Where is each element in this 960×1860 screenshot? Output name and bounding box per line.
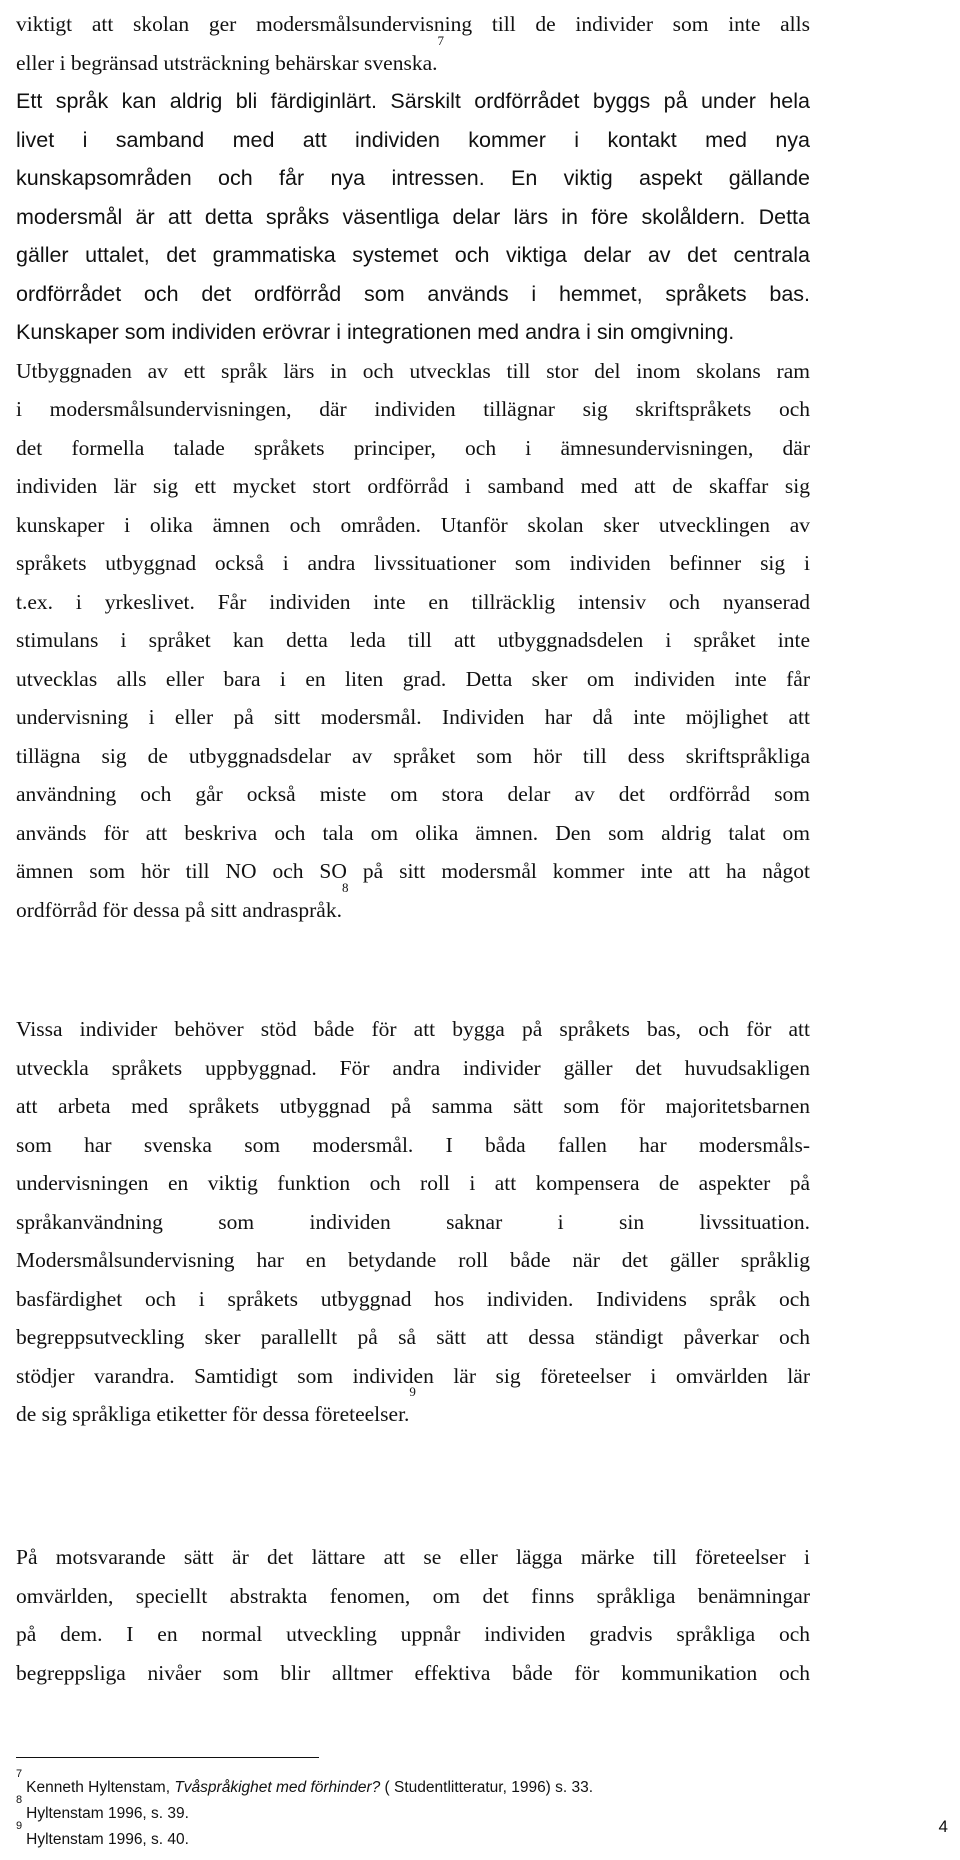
line-text: undervisning i eller på sitt modersmål. Individen har då inte möjlighet att — [16, 705, 810, 729]
line-text: användning och går också miste om stora delar av det ordförråd som — [16, 782, 810, 806]
text-line — [16, 467, 810, 506]
line-text: Modersmålsundervisning har en betydande roll både när det gäller språklig — [16, 1248, 810, 1272]
line-text: omvärlden, speciellt abstrakta fenomen, om det finns språkliga benämningar — [16, 1583, 810, 1608]
footnote-book-title: Tvåspråkighet med förhinder? — [174, 1779, 381, 1796]
text-line — [16, 852, 810, 891]
line-text: stimulans i språket kan detta leda till att utbyggnadsdelen i språket inte — [16, 628, 810, 652]
text-line — [16, 390, 810, 429]
text-line — [16, 1010, 810, 1049]
text-line — [16, 1384, 810, 1434]
line-text: Vissa individer behöver stöd både för att bygga på språkets bas, och för att — [16, 1017, 810, 1041]
line-text: Utbyggnaden av ett språk lärs in och utvecklas till stor del inom skolans ram — [16, 358, 810, 383]
text-line — [16, 275, 810, 314]
footnote-text: Hyltenstam 1996, s. 40. — [26, 1831, 189, 1848]
footnote-8 — [16, 1794, 776, 1827]
text-line — [16, 698, 810, 737]
footnote-number: 9 — [16, 1820, 23, 1832]
footnote-number: 7 — [16, 1768, 23, 1780]
text-line — [16, 313, 810, 352]
line-text: Ett språk kan aldrig bli färdiginlärt. Särskilt ordförrådet byggs på under hela — [16, 89, 810, 113]
line-text: På motsvarande sätt är det lättare att se eller lägga märke till företeelser i — [16, 1545, 810, 1569]
line-text: modersmål är att detta språks väsentliga delar lärs in före skolåldern. Detta — [16, 204, 810, 229]
line-text: livet i samband med att individen kommer i kontakt med nya — [16, 127, 810, 152]
line-text: det formella talade språkets principer, och i ämnesundervisningen, där — [16, 435, 810, 460]
line-text: begreppsutveckling sker parallellt på så sätt att dessa ständigt påverkar och — [16, 1325, 810, 1349]
line-text: som har svenska som modersmål. I båda fallen har modersmåls- — [16, 1132, 810, 1157]
text-line — [16, 1126, 810, 1165]
text-line — [16, 1280, 810, 1319]
footnote-text: Kenneth Hyltenstam, — [26, 1779, 175, 1796]
line-text: ordförrådet och det ordförråd som används i hemmet, språkets bas. — [16, 281, 810, 306]
footnote-reference[interactable]: 8 — [341, 879, 349, 895]
text-line — [16, 429, 810, 468]
paragraph-intro — [16, 5, 810, 82]
text-line — [16, 583, 810, 622]
footnote-text-after: ( Studentlitteratur, 1996) s. 33. — [380, 1779, 594, 1796]
text-line — [16, 506, 810, 545]
line-text: eller i begränsad utsträckning behärskar svenska. — [16, 50, 438, 75]
line-text: gäller uttalet, det grammatiska systemet och viktiga delar av det centrala — [16, 243, 810, 267]
text-line — [16, 1615, 810, 1654]
line-text: kunskapsområden och får nya intressen. En viktig aspekt gällande — [16, 166, 810, 190]
line-text: ordförråd för dessa på sitt andraspråk. — [16, 897, 342, 922]
line-text: utveckla språkets uppbyggnad. För andra individer gäller det huvudsakligen — [16, 1055, 810, 1080]
line-text: Kunskaper som individen erövrar i integrationen med andra i sin omgivning. — [16, 320, 735, 344]
line-text: ämnen som hör till NO och SO på sitt modersmål kommer inte att ha något — [16, 859, 810, 883]
line-text: språkanvändning som individen saknar i sin livssituation. — [16, 1209, 810, 1234]
footnote-9 — [16, 1820, 776, 1853]
paragraph-3 — [16, 1010, 810, 1434]
line-text: t.ex. i yrkeslivet. Får individen inte en tillräcklig intensiv och nyanserad — [16, 589, 810, 614]
line-text: basfärdighet och i språkets utbyggnad hos individen. Individens språk och — [16, 1286, 810, 1311]
line-text: de sig språkliga etiketter för dessa företeelser. — [16, 1402, 410, 1426]
text-line — [16, 82, 810, 121]
page-number: 4 — [938, 1817, 948, 1836]
line-text: kunskaper i olika ämnen och områden. Utanför skolan sker utvecklingen av — [16, 512, 810, 537]
text-line — [16, 621, 810, 660]
line-text: på dem. I en normal utveckling uppnår individen gradvis språkliga och — [16, 1622, 810, 1646]
line-text: används för att beskriva och tala om olika ämnen. Den som aldrig talat om — [16, 820, 810, 845]
line-text: utvecklas alls eller bara i en liten grad. Detta sker om individen inte får — [16, 666, 810, 691]
text-line — [16, 1049, 810, 1088]
footnote-reference[interactable]: 7 — [437, 32, 444, 48]
text-line — [16, 814, 810, 853]
text-line — [16, 879, 810, 930]
text-line — [16, 352, 810, 391]
line-text: att arbeta med språkets utbyggnad på samma sätt som för majoritetsbarnen — [16, 1094, 810, 1118]
text-line — [16, 1538, 810, 1577]
line-text: individen lär sig ett mycket stort ordförråd i samband med att de skaffar sig — [16, 474, 810, 498]
line-text: stödjer varandra. Samtidigt som individen lär sig företeelser i omvärlden lär — [16, 1363, 810, 1388]
paragraph-4 — [16, 1538, 810, 1692]
text-line — [16, 236, 810, 275]
text-line — [16, 198, 810, 237]
footnotes — [16, 1768, 776, 1853]
paragraph-2 — [16, 82, 810, 929]
text-line — [16, 1654, 810, 1693]
text-line — [16, 1577, 810, 1616]
footnote-separator — [16, 1757, 319, 1758]
text-line — [16, 737, 810, 776]
footnote-text: Hyltenstam 1996, s. 39. — [26, 1805, 189, 1822]
line-text: viktigt att skolan ger modersmålsundervisning till de individer som inte alls — [16, 12, 810, 36]
text-line — [16, 1241, 810, 1280]
footnote-7 — [16, 1768, 776, 1801]
text-line — [16, 660, 810, 699]
line-text: tillägna sig de utbyggnadsdelar av språket som hör till dess skriftspråkliga — [16, 743, 810, 768]
text-line — [16, 32, 810, 83]
text-line — [16, 1164, 810, 1203]
line-text: i modersmålsundervisningen, där individen tillägnar sig skriftspråkets och — [16, 397, 810, 421]
text-line — [16, 1203, 810, 1242]
line-text: begreppsliga nivåer som blir alltmer effektiva både för kommunikation och — [16, 1660, 810, 1685]
text-line — [16, 1318, 810, 1357]
text-line — [16, 544, 810, 583]
line-text: undervisningen en viktig funktion och roll i att kompensera de aspekter på — [16, 1171, 810, 1195]
text-line — [16, 1087, 810, 1126]
footnote-reference[interactable]: 9 — [409, 1384, 416, 1399]
text-line — [16, 159, 810, 198]
footnote-number: 8 — [16, 1794, 23, 1806]
text-line — [16, 5, 810, 44]
line-text: språkets utbyggnad också i andra livssituationer som individen befinner sig i — [16, 551, 810, 575]
text-line — [16, 121, 810, 160]
text-line — [16, 775, 810, 814]
